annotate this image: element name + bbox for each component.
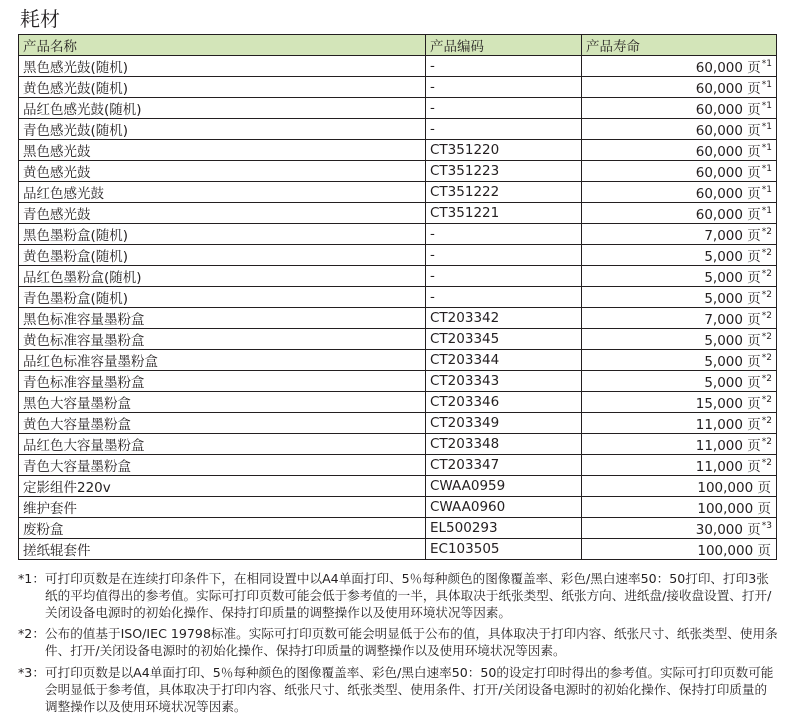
life-value: 60,000 页 bbox=[695, 165, 761, 181]
product-code-cell: CT351223 bbox=[426, 161, 582, 182]
table-body bbox=[19, 56, 777, 560]
footnote-mark bbox=[18, 626, 45, 660]
product-name-cell: 黄色大容量墨粉盒 bbox=[19, 413, 426, 434]
product-name-cell: 品红色感光鼓 bbox=[19, 182, 426, 203]
product-code-cell: CT351220 bbox=[426, 140, 582, 161]
product-name-cell: 青色感光鼓 bbox=[19, 203, 426, 224]
table-row bbox=[19, 287, 777, 308]
product-life-cell bbox=[582, 77, 777, 98]
footnote-text: 可打印页数是在连续打印条件下，在相同设置中以A4单面打印、5％每种颜色的图像覆盖率、彩色/黑白速率50：50打印、打印3张纸的平均值得出的参考值。实际可打印页数可能会低于参考值的一半，具体取决于纸张类型、纸张方向、进纸盘/接收盘设置、打开/关闭设备电源时的初始化操作、保持打印质量的调整操作以及使用环境状况等因素。 bbox=[45, 571, 772, 620]
life-value: 60,000 页 bbox=[695, 102, 761, 118]
table-row bbox=[19, 329, 777, 350]
product-name-cell: 黑色标准容量墨粉盒 bbox=[19, 308, 426, 329]
table-row bbox=[19, 119, 777, 140]
product-name-cell: 黑色感光鼓 bbox=[19, 140, 426, 161]
table-row bbox=[19, 434, 777, 455]
footnote-marker: *2 bbox=[761, 373, 772, 384]
product-name-cell: 废粉盒 bbox=[19, 518, 426, 539]
footnote-item bbox=[18, 571, 778, 621]
product-life-cell bbox=[582, 434, 777, 455]
consumables-table bbox=[18, 34, 777, 560]
footnote-mark bbox=[18, 665, 45, 715]
footnote-marker: *2 bbox=[761, 331, 772, 342]
footnote-mark-label: *3 bbox=[18, 664, 33, 680]
life-value: 100,000 页 bbox=[697, 501, 771, 517]
table-row bbox=[19, 98, 777, 119]
product-code-cell: CT351222 bbox=[426, 182, 582, 203]
product-life-cell bbox=[582, 98, 777, 119]
product-life-cell bbox=[582, 203, 777, 224]
table-row bbox=[19, 476, 777, 497]
product-code-cell: CT203342 bbox=[426, 308, 582, 329]
footnote-marker: *2 bbox=[761, 226, 772, 237]
footnote-text: 公布的值基于ISO/IEC 19798标准。实际可打印页数可能会明显低于公布的值，具体取决于打印内容、纸张尺寸、纸张类型、使用条件、打开/关闭设备电源时的初始化操作、保持打印质量的调整操作以及使用环境状况等因素。 bbox=[45, 626, 778, 659]
table-row bbox=[19, 413, 777, 434]
table-row bbox=[19, 77, 777, 98]
life-value: 5,000 页 bbox=[704, 291, 761, 307]
life-value: 60,000 页 bbox=[695, 207, 761, 223]
footnote-marker: *2 bbox=[761, 268, 772, 279]
product-code-cell: CT203348 bbox=[426, 434, 582, 455]
table-row bbox=[19, 539, 777, 560]
footnote-marker: *2 bbox=[761, 457, 772, 468]
product-life-cell bbox=[582, 266, 777, 287]
product-life-cell bbox=[582, 476, 777, 497]
product-life-cell bbox=[582, 119, 777, 140]
product-code-cell: - bbox=[426, 98, 582, 119]
product-code-cell: - bbox=[426, 119, 582, 140]
footnote-marker: *1 bbox=[761, 142, 772, 153]
product-life-cell bbox=[582, 308, 777, 329]
table-row bbox=[19, 455, 777, 476]
product-name-cell: 品红色大容量墨粉盒 bbox=[19, 434, 426, 455]
product-name-cell: 黄色标准容量墨粉盒 bbox=[19, 329, 426, 350]
life-value: 60,000 页 bbox=[695, 123, 761, 139]
product-code-cell: - bbox=[426, 266, 582, 287]
life-value: 5,000 页 bbox=[704, 333, 761, 349]
product-life-cell bbox=[582, 140, 777, 161]
product-life-cell bbox=[582, 287, 777, 308]
table-row bbox=[19, 266, 777, 287]
product-name-cell: 黄色墨粉盒(随机) bbox=[19, 245, 426, 266]
product-life-cell bbox=[582, 413, 777, 434]
life-value: 5,000 页 bbox=[704, 270, 761, 286]
footnote-item bbox=[18, 665, 778, 715]
product-name-cell: 青色感光鼓(随机) bbox=[19, 119, 426, 140]
table-row bbox=[19, 245, 777, 266]
table-row bbox=[19, 161, 777, 182]
product-name-cell: 维护套件 bbox=[19, 497, 426, 518]
table-row bbox=[19, 56, 777, 77]
product-code-cell: - bbox=[426, 77, 582, 98]
product-life-cell bbox=[582, 182, 777, 203]
footnote-mark bbox=[18, 571, 45, 621]
product-code-cell: CT203349 bbox=[426, 413, 582, 434]
life-value: 100,000 页 bbox=[697, 480, 771, 496]
product-name-cell: 黑色大容量墨粉盒 bbox=[19, 392, 426, 413]
table-row bbox=[19, 140, 777, 161]
footnote-mark-label: *1 bbox=[18, 571, 33, 586]
footnote-marker: *1 bbox=[761, 58, 772, 69]
table-row bbox=[19, 203, 777, 224]
life-value: 60,000 页 bbox=[695, 186, 761, 202]
product-life-cell bbox=[582, 455, 777, 476]
footnote-mark-colon: ： bbox=[32, 571, 45, 586]
product-code-cell: - bbox=[426, 245, 582, 266]
footnote-marker: *2 bbox=[761, 394, 772, 405]
life-value: 11,000 页 bbox=[695, 417, 761, 433]
life-value: 5,000 页 bbox=[704, 354, 761, 370]
footnote-mark-colon: ： bbox=[32, 626, 45, 642]
footnote-marker: *1 bbox=[761, 79, 772, 90]
life-value: 11,000 页 bbox=[695, 459, 761, 475]
life-value: 7,000 页 bbox=[704, 228, 761, 244]
life-value: 15,000 页 bbox=[695, 396, 761, 412]
product-name-cell: 青色大容量墨粉盒 bbox=[19, 455, 426, 476]
product-life-cell bbox=[582, 497, 777, 518]
footnote-marker: *1 bbox=[761, 205, 772, 216]
life-value: 11,000 页 bbox=[695, 438, 761, 454]
product-code-cell: CT203344 bbox=[426, 350, 582, 371]
product-name-cell: 品红色感光鼓(随机) bbox=[19, 98, 426, 119]
footnote-marker: *2 bbox=[761, 436, 772, 447]
product-name-cell: 黄色感光鼓 bbox=[19, 161, 426, 182]
product-code-cell: - bbox=[426, 287, 582, 308]
footnote-marker: *2 bbox=[761, 289, 772, 300]
table-row bbox=[19, 350, 777, 371]
product-name-cell: 品红色墨粉盒(随机) bbox=[19, 266, 426, 287]
product-name-cell: 青色标准容量墨粉盒 bbox=[19, 371, 426, 392]
table-row bbox=[19, 308, 777, 329]
product-code-cell: CT203345 bbox=[426, 329, 582, 350]
table-row bbox=[19, 224, 777, 245]
product-code-cell: - bbox=[426, 224, 582, 245]
product-name-cell: 黑色墨粉盒(随机) bbox=[19, 224, 426, 245]
product-life-cell bbox=[582, 539, 777, 560]
product-life-cell bbox=[582, 350, 777, 371]
footnote-mark-colon: ： bbox=[32, 664, 45, 680]
product-life-cell bbox=[582, 518, 777, 539]
footnote-item bbox=[18, 626, 778, 660]
footnote-marker: *2 bbox=[761, 415, 772, 426]
product-life-cell bbox=[582, 371, 777, 392]
product-life-cell bbox=[582, 224, 777, 245]
footnote-marker: *3 bbox=[761, 520, 772, 531]
table-row bbox=[19, 392, 777, 413]
life-value: 5,000 页 bbox=[704, 249, 761, 265]
product-name-cell: 定影组件220v bbox=[19, 476, 426, 497]
footnote-marker: *1 bbox=[761, 163, 772, 174]
footnote-marker: *1 bbox=[761, 100, 772, 111]
product-code-cell: EC103505 bbox=[426, 539, 582, 560]
life-value: 30,000 页 bbox=[695, 522, 761, 538]
section-title: 耗材 bbox=[20, 7, 60, 31]
product-life-cell bbox=[582, 245, 777, 266]
product-code-cell: - bbox=[426, 56, 582, 77]
product-life-cell bbox=[582, 56, 777, 77]
product-code-cell: CT203347 bbox=[426, 455, 582, 476]
table-row bbox=[19, 371, 777, 392]
footnote-marker: *2 bbox=[761, 352, 772, 363]
product-code-cell: CWAA0960 bbox=[426, 497, 582, 518]
product-code-cell: CT203343 bbox=[426, 371, 582, 392]
table-row bbox=[19, 497, 777, 518]
table-header-row bbox=[19, 35, 777, 56]
footnote-marker: *1 bbox=[761, 121, 772, 132]
product-name-cell: 青色墨粉盒(随机) bbox=[19, 287, 426, 308]
product-life-cell bbox=[582, 392, 777, 413]
life-value: 100,000 页 bbox=[697, 543, 771, 559]
product-code-cell: EL500293 bbox=[426, 518, 582, 539]
life-value: 5,000 页 bbox=[704, 375, 761, 391]
footnote-mark-label: *2 bbox=[18, 626, 33, 642]
product-code-cell: CT351221 bbox=[426, 203, 582, 224]
footnote-marker: *1 bbox=[761, 184, 772, 195]
footnote-text: 可打印页数是以A4单面打印、5％每种颜色的图像覆盖率、彩色/黑白速率50：50的设定打印时得出的参考值。实际可打印页数可能会明显低于参考值，具体取决于打印内容、纸张尺寸、纸张类型、使用条件、打开/关闭设备电源时的初始化操作、保持打印质量的调整操作以及使用环境状况等因素。 bbox=[45, 664, 774, 714]
product-life-cell bbox=[582, 161, 777, 182]
footnote-marker: *2 bbox=[761, 247, 772, 258]
table-row bbox=[19, 182, 777, 203]
header-product-life: 产品寿命 bbox=[582, 35, 777, 56]
product-name-cell: 黄色感光鼓(随机) bbox=[19, 77, 426, 98]
life-value: 60,000 页 bbox=[695, 81, 761, 97]
product-code-cell: CWAA0959 bbox=[426, 476, 582, 497]
life-value: 60,000 页 bbox=[695, 60, 761, 76]
product-name-cell: 搓纸辊套件 bbox=[19, 539, 426, 560]
table-row bbox=[19, 518, 777, 539]
product-code-cell: CT203346 bbox=[426, 392, 582, 413]
header-product-name: 产品名称 bbox=[19, 35, 426, 56]
product-name-cell: 品红色标准容量墨粉盒 bbox=[19, 350, 426, 371]
life-value: 7,000 页 bbox=[704, 312, 761, 328]
product-life-cell bbox=[582, 329, 777, 350]
header-product-code: 产品编码 bbox=[426, 35, 582, 56]
product-name-cell: 黑色感光鼓(随机) bbox=[19, 56, 426, 77]
life-value: 60,000 页 bbox=[695, 144, 761, 160]
footnote-marker: *2 bbox=[761, 310, 772, 321]
footnotes bbox=[18, 571, 778, 715]
